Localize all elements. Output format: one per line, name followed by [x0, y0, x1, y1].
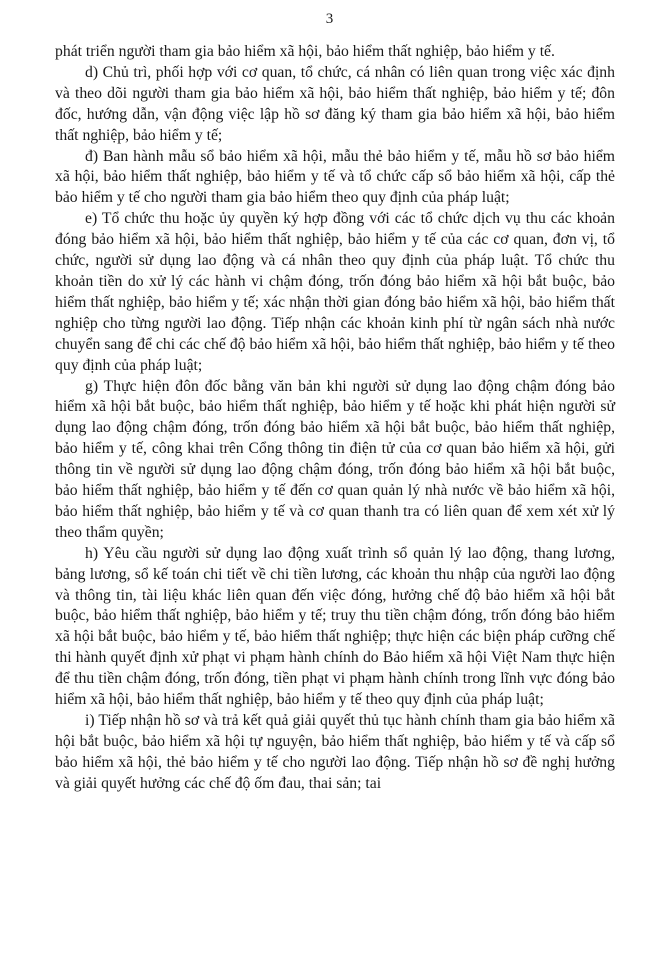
document-body [55, 42, 615, 795]
paragraph-i: i) Tiếp nhận hồ sơ và trả kết quả giải quyết thủ tục hành chính tham gia bảo hiểm xã hội bắt buộc, bảo hiểm xã hội tự nguyện, bảo hiểm thất nghiệp, bảo hiểm y tế và cấp sổ bảo hiểm xã hội, thẻ bảo hiểm y tế cho người lao động. Tiếp nhận hồ sơ đề nghị hưởng và giải quyết hưởng các chế độ ốm đau, thai sản; tai [55, 712, 615, 792]
paragraph-h: h) Yêu cầu người sử dụng lao động xuất trình sổ quản lý lao động, thang lương, bảng lương, sổ kế toán chi tiết về chi tiền lương, các khoản thu nhập của người lao động và thông tin, tài liệu khác liên quan đến việc đóng, hưởng chế độ bảo hiểm xã hội bắt buộc, bảo hiểm thất nghiệp, bảo hiểm y tế; truy thu tiền chậm đóng, trốn đóng bảo hiểm xã hội bắt buộc, bảo hiểm y tế, bảo hiểm thất nghiệp; thực hiện các biện pháp cưỡng chế thi hành quyết định xử phạt vi phạm hành chính do Bảo hiểm xã hội Việt Nam thực hiện để thu tiền chậm đóng, trốn đóng, tiền phạt vi phạm hành chính trong lĩnh vực đóng bảo hiểm xã hội, bảo hiểm thất nghiệp, bảo hiểm y tế theo quy định của pháp luật; [55, 544, 615, 709]
paragraph-g: g) Thực hiện đôn đốc bằng văn bản khi người sử dụng lao động chậm đóng bảo hiểm xã hội bắt buộc, bảo hiểm thất nghiệp, bảo hiểm y tế hoặc khi phát hiện người sử dụng lao động chậm đóng, trốn đóng bảo hiểm xã hội bắt buộc, bảo hiểm thất nghiệp, bảo hiểm y tế, công khai trên Cổng thông tin điện tử của cơ quan bảo hiểm xã hội, gửi thông tin về người sử dụng lao động chậm đóng, trốn đóng bảo hiểm xã hội bắt buộc, bảo hiểm thất nghiệp, bảo hiểm y tế đến cơ quan quản lý nhà nước về bảo hiểm xã hội, bảo hiểm thất nghiệp, bảo hiểm y tế và cơ quan thanh tra có liên quan để xem xét xử lý theo thẩm quyền; [55, 377, 615, 541]
paragraph-continuation: phát triển người tham gia bảo hiểm xã hội, bảo hiểm thất nghiệp, bảo hiểm y tế. [55, 43, 555, 60]
page-number: 3 [325, 11, 334, 27]
paragraph-d: d) Chủ trì, phối hợp với cơ quan, tổ chức, cá nhân có liên quan trong việc xác định và theo dõi người tham gia bảo hiểm xã hội, bảo hiểm thất nghiệp, bảo hiểm y tế; đôn đốc, hướng dẫn, vận động việc lập hồ sơ đăng ký tham gia bảo hiểm xã hội, bảo hiểm thất nghiệp, bảo hiểm y tế; [55, 63, 615, 144]
paragraph-e: e) Tổ chức thu hoặc ủy quyền ký hợp đồng với các tổ chức dịch vụ thu các khoản đóng bảo hiểm xã hội, bảo hiểm thất nghiệp, bảo hiểm y tế của các cơ quan, đơn vị, tổ chức, người sử dụng lao động và cá nhân theo quy định của pháp luật. Tổ chức thu khoản tiền do xử lý các hành vi chậm đóng, trốn đóng bảo hiểm xã hội bắt buộc, bảo hiểm thất nghiệp, bảo hiểm y tế; xác nhận thời gian đóng bảo hiểm xã hội, bảo hiểm thất nghiệp cho từng người lao động. Tiếp nhận các khoản kinh phí từ ngân sách nhà nước chuyển sang để chi các chế độ bảo hiểm xã hội, bảo hiểm thất nghiệp, bảo hiểm y tế theo quy định của pháp luật; [55, 210, 615, 374]
paragraph-dd: đ) Ban hành mẫu sổ bảo hiểm xã hội, mẫu thẻ bảo hiểm y tế, mẫu hồ sơ bảo hiểm xã hội, bảo hiểm thất nghiệp, bảo hiểm y tế và tổ chức cấp sổ bảo hiểm xã hội, cấp thẻ bảo hiểm y tế cho người tham gia bảo hiểm theo quy định của pháp luật; [55, 147, 615, 207]
